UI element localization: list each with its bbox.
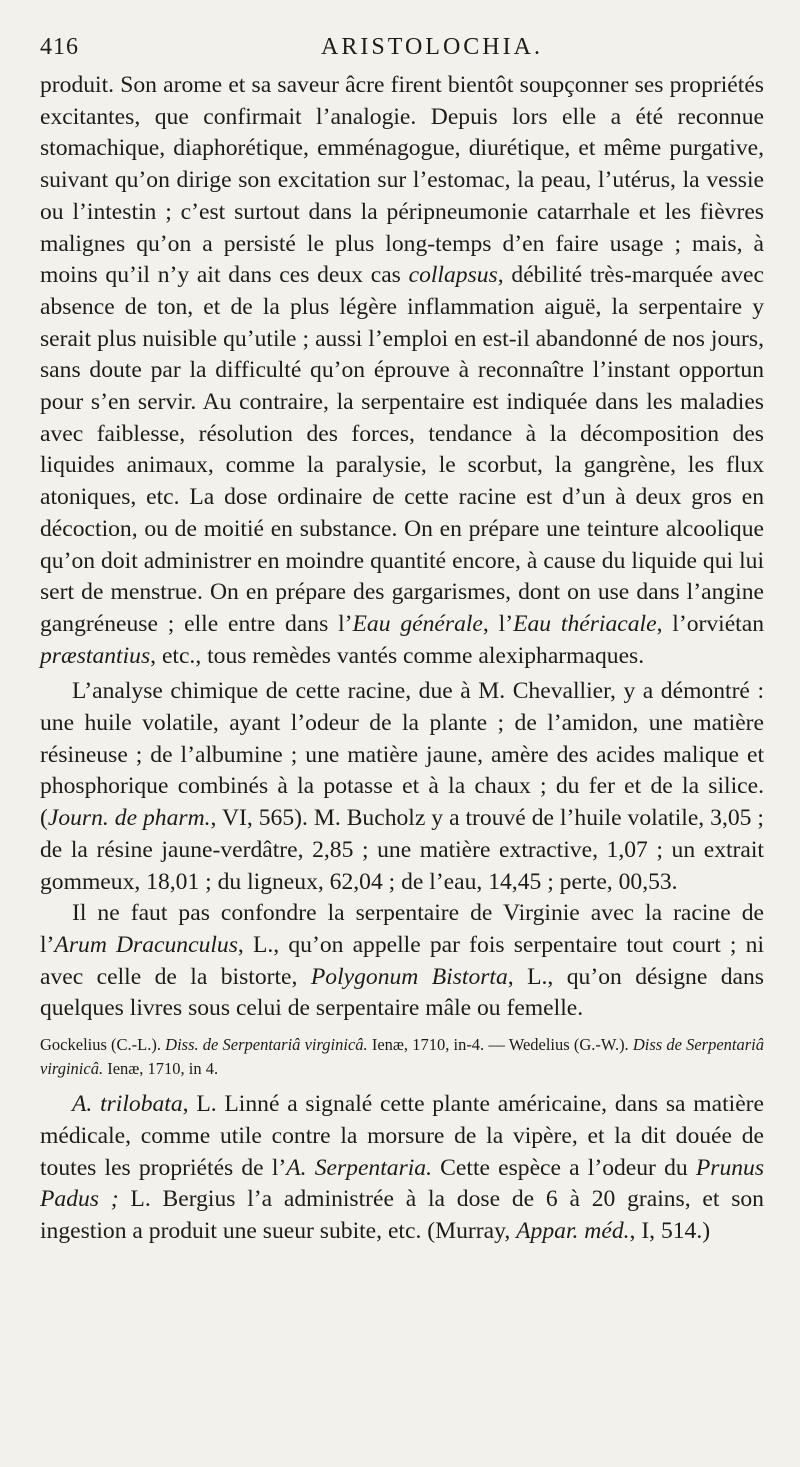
- body-text: [40, 70, 764, 1025]
- italic-term: A. trilobata: [72, 1091, 183, 1118]
- text-run: , I, 514.): [629, 1217, 711, 1244]
- italic-term: Arum Dracunculus: [54, 931, 238, 958]
- text-run: L. Bergius l’a administrée à la dose de 6 à 20 grains, et son ingestion a produit une sueur subite, etc. (Murray,: [40, 1186, 764, 1244]
- italic-term: Diss. de Serpentariâ virginicâ.: [165, 1035, 368, 1055]
- text-run: , l’orviétan: [656, 610, 765, 637]
- italic-term: Polygonum Bistorta: [310, 963, 508, 990]
- text-run: , l’: [482, 610, 514, 637]
- page-number: 416: [40, 34, 79, 60]
- bibliography-note: [40, 1033, 764, 1081]
- text-run: , L., qu’on appelle par fois serpentaire tout court ; ni avec celle de la bistorte,: [40, 931, 764, 990]
- text-run: Il ne faut pas confondre la serpentaire de Virginie avec la racine de l’: [40, 900, 764, 958]
- text-run: Cette espèce a l’odeur du: [432, 1154, 696, 1181]
- italic-term: Diss de Serpentariâ virginicâ.: [40, 1035, 764, 1079]
- text-run: Ienæ, 1710, in 4.: [103, 1059, 219, 1079]
- text-run: , VI, 565). M. Bucholz y a trouvé de l’huile volatile, 3,05 ; de la résine jaune-verdâtre, 2,85 ; une matière extractive, 1,07 ; un extrait gommeux, 18,01 ; du ligneux, 62,04 ; de l’eau, 14,45 ; perte, 00,53.: [40, 805, 764, 895]
- text-run: Ienæ, 1710, in-4. — Wedelius (G.-W.).: [367, 1035, 633, 1055]
- text-run: produit. Son arome et sa saveur âcre firent bientôt soupçonner ses propriétés excitantes, que confirmait l’analogie. Depuis lors elle a été reconnue stomachique, diaphorétique, emménagogue, diurétique, et même purgative, suivant qu’on dirige son excitation sur l’estomac, la peau, l’utérus, la vessie ou l’intestin ; c’est surtout dans la péripneumonie catarrhale et les fièvres malignes qu’on a persisté le plus long-temps d’en faire usage ; mais, à moins qu’il n’y ait dans ces deux cas: [40, 72, 764, 289]
- text-run: Gockelius (C.-L.).: [40, 1035, 166, 1055]
- italic-term: Eau générale: [352, 610, 483, 637]
- italic-term: Prunus Padus ;: [40, 1154, 765, 1213]
- text-run: L’analyse chimique de cette racine, due à M. Chevallier, y a démontré : une huile volatile, ayant l’odeur de la plante ; de l’amidon, une matière résineuse ; de l’albumine ; une matière jaune, amère des acides malique et phosphorique combinés à la potasse et à la chaux ; du fer et de la silice. (: [40, 678, 764, 832]
- text-run: , L., qu’on désigne dans quelques livres sous celui de serpentaire mâle ou femelle.: [40, 963, 764, 1022]
- text-run: , débilité très-marquée avec absence de ton, et de la plus légère inflammation aiguë, la serpentaire y serait plus nuisible qu’utile ; aussi l’emploi en est-il abandonné de nos jours, sans doute par la difficulté qu’on éprouve à reconnaître l’instant opportun pour s’en servir. Au contraire, la serpentaire est indiquée dans les maladies avec faiblesse, résolution des forces, tendance à la décomposition des liquides animaux, comme la paralysie, le scorbut, la gangrène, les flux atoniques, etc. La dose ordinaire de cette racine est d’un à deux gros en décoction, ou de moitié en substance. On en prépare une teinture alcoolique qu’on doit administrer en moindre quantité encore, à cause du liquide qui lui sert de menstrue. On en prépare des gargarismes, dont on use dans l’angine gangréneuse ; elle entre dans l’: [40, 262, 764, 637]
- italic-term: A. Serpentaria.: [286, 1154, 433, 1181]
- italic-term: collapsus: [408, 262, 498, 289]
- running-title: ARISTOLOCHIA.: [321, 34, 543, 60]
- italic-term: Eau thériacale: [513, 610, 657, 637]
- page-header: [40, 30, 764, 70]
- text-run: , L. Linné a signalé cette plante américaine, dans sa matière médicale, comme utile contre la morsure de la vipère, et la dit douée de toutes les propriétés de l’: [40, 1091, 764, 1181]
- paragraph-3: [40, 898, 764, 1025]
- italic-term: Appar. méd.: [516, 1217, 630, 1244]
- paragraph-1: [40, 70, 764, 672]
- italic-term: præstantius: [40, 642, 151, 669]
- paragraph-2: [40, 676, 764, 898]
- body-text-2: [40, 1089, 764, 1248]
- text-run: , etc., tous remèdes vantés comme alexipharmaques.: [150, 642, 645, 669]
- italic-term: Journ. de pharm.: [47, 805, 211, 832]
- paragraph-4: [40, 1089, 764, 1248]
